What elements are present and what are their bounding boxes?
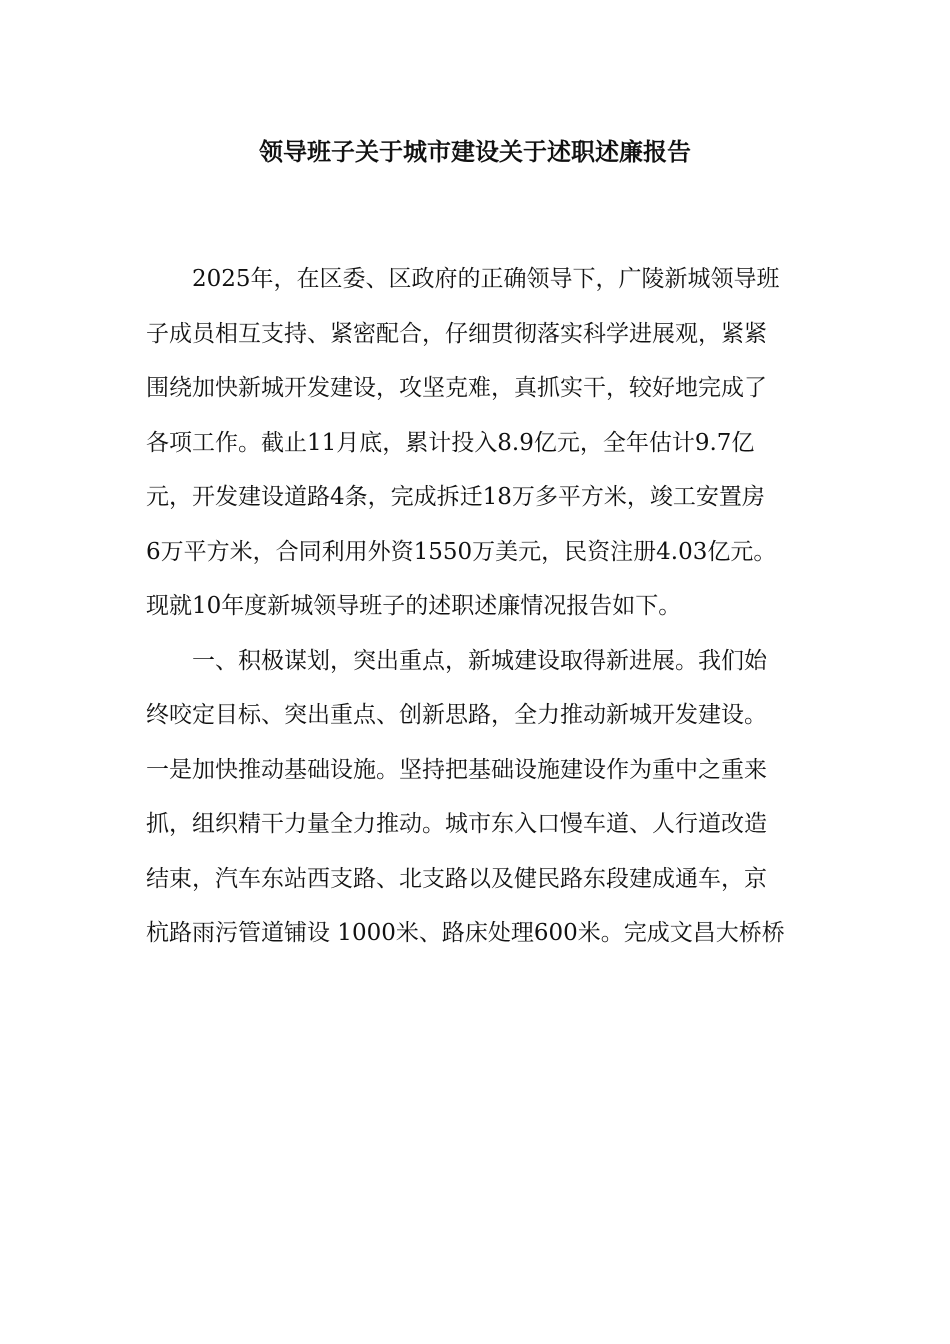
body-line: 结束，汽车东站西支路、北支路以及健民路东段建成通车，京 [146,865,767,892]
body-line: 抓，组织精干力量全力推动。城市东入口慢车道、人行道改造 [146,811,767,837]
body-line: 杭路雨污管道铺设 1000米、路床处理600米。完成文昌大桥桥 [146,920,785,946]
body-line: 一、积极谋划，突出重点，新城建设取得新进展。我们始 [192,647,767,674]
body-line: 各项工作。截止11月底，累计投入8.9亿元，全年估计9.7亿 [146,429,755,456]
body-line: 终咬定目标、突出重点、创新思路，全力推动新城开发建设。 [146,702,767,728]
body-line: 围绕加快新城开发建设，攻坚克难，真抓实干，较好地完成了 [146,375,767,401]
body-line: 一是加快推动基础设施。坚持把基础设施建设作为重中之重来 [146,756,767,783]
body-line: 元，开发建设道路4条，完成拆迁18万多平方米，竣工安置房 [146,484,765,510]
body-line: 2025年，在区委、区政府的正确领导下，广陵新城领导班 [192,266,780,292]
document-body [146,252,808,961]
document-title: 领导班子关于城市建设关于述职述廉报告 [259,138,691,166]
body-line: 现就10年度新城领导班子的述职述廉情况报告如下。 [146,593,682,619]
body-line: 子成员相互支持、紧密配合，仔细贯彻落实科学进展观，紧紧 [146,320,767,347]
body-line: 6万平方米，合同利用外资1550万美元，民资注册4.03亿元。 [146,538,777,565]
